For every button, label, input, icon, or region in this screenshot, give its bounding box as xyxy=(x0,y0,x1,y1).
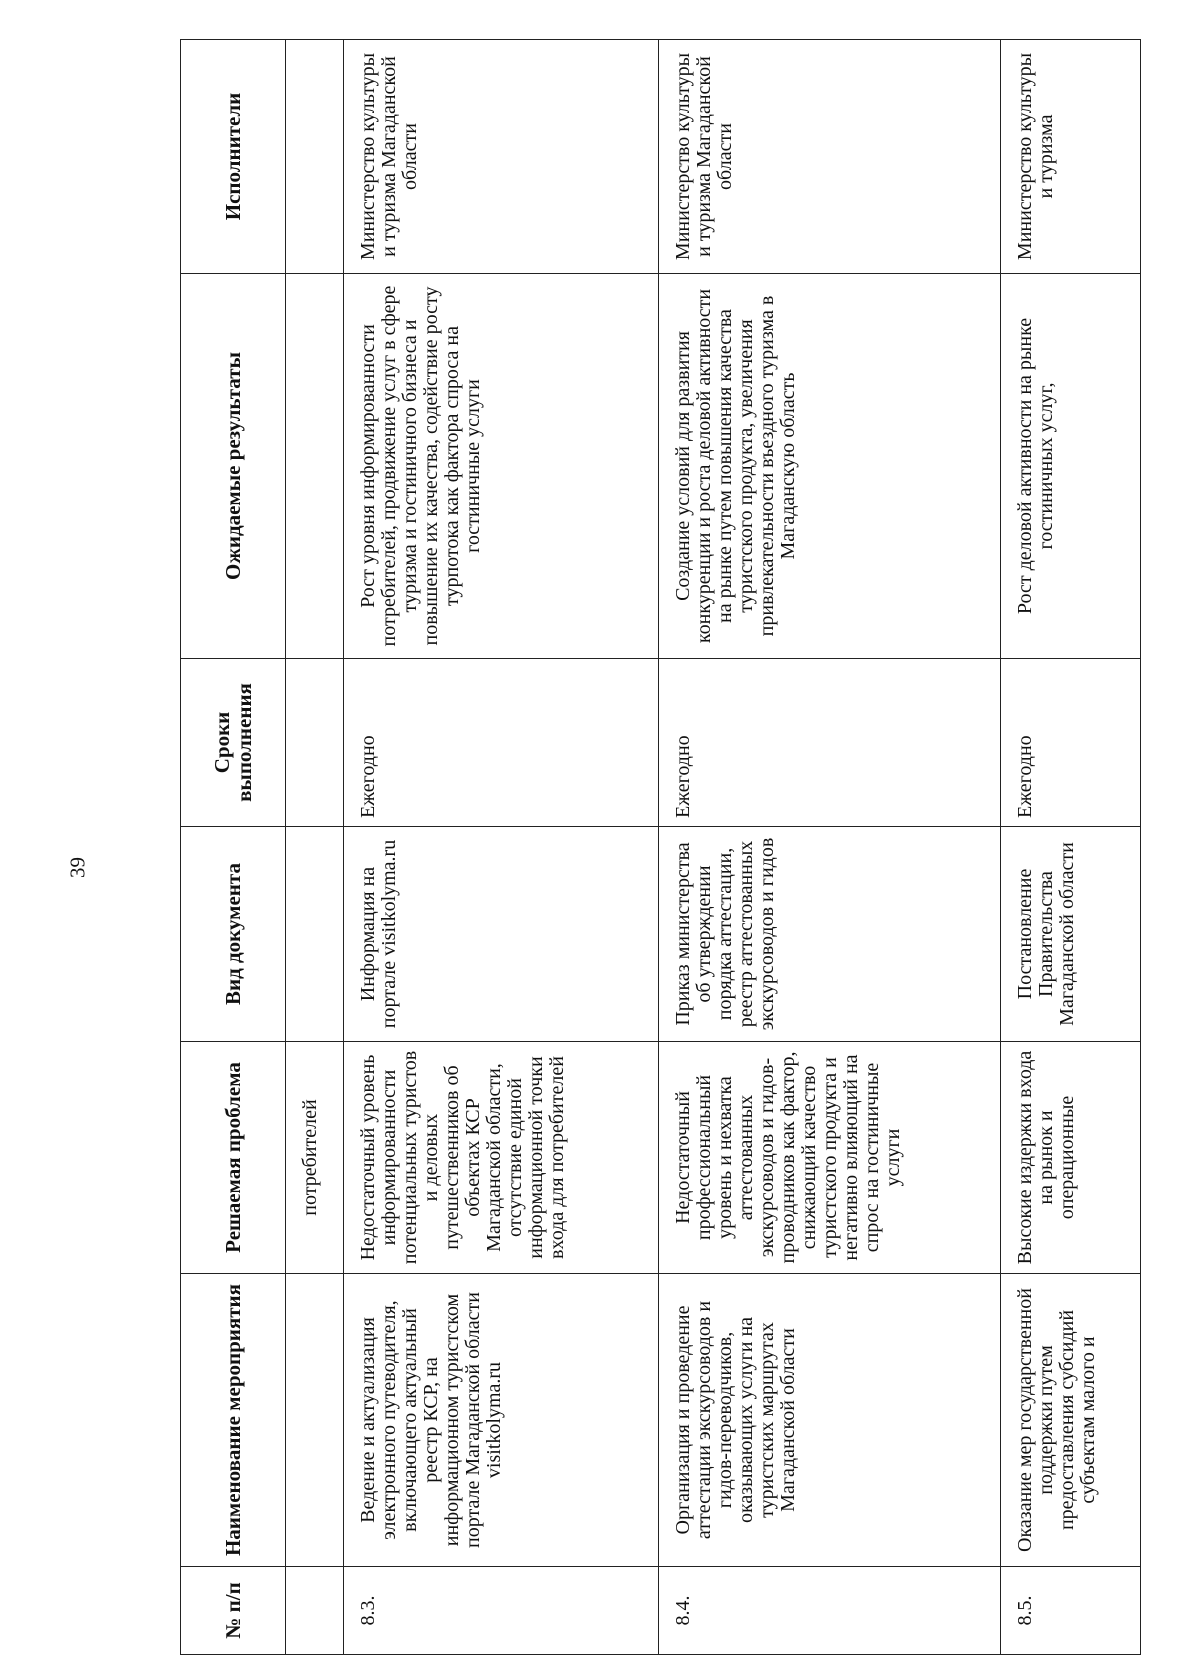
row-terms: Ежегодно xyxy=(344,659,659,827)
table-row xyxy=(1001,40,1141,1655)
row-num: 8.5. xyxy=(1001,1567,1141,1655)
row-executors: Министерство культуры и туризма xyxy=(1001,40,1141,274)
row-doc: Приказ министерства об утверждении порядка аттестации, реестр аттестованных экскурсоводов и гидов xyxy=(659,827,1001,1042)
row-executors: Министерство культуры и туризма Магаданской области xyxy=(659,40,1001,274)
carry-executors xyxy=(286,40,344,274)
carry-num xyxy=(286,1567,344,1655)
carry-doc xyxy=(286,827,344,1042)
measures-table xyxy=(180,39,1141,1655)
table-row xyxy=(659,40,1001,1655)
row-problem: Недостаточный уровень информированности потенциальных туристов и деловых путешественников об объектах КСР Магаданской области, отсутствие единой информационной точки входа для потребителей xyxy=(344,1042,659,1274)
row-executors: Министерство культуры и туризма Магаданской области xyxy=(344,40,659,274)
carry-results xyxy=(286,274,344,659)
row-name: Оказание мер государственной поддержки путем предоставления субсидий субъектам малого и xyxy=(1001,1274,1141,1567)
row-num: 8.3. xyxy=(344,1567,659,1655)
page-number: 39 xyxy=(65,857,90,878)
row-problem: Высокие издержки входа на рынок и операционные xyxy=(1001,1042,1141,1274)
table-header-row xyxy=(181,40,286,1655)
row-terms: Ежегодно xyxy=(659,659,1001,827)
row-name: Ведение и актуализация электронного путеводителя, включающего актуальный реестр КСР, на информационном туристском портале Магаданской области visitkolyma.ru xyxy=(344,1274,659,1567)
header-doc: Вид документа xyxy=(181,827,286,1042)
row-terms: Ежегодно xyxy=(1001,659,1141,827)
header-name: Наименование мероприятия xyxy=(181,1274,286,1567)
header-num: № п/п xyxy=(181,1567,286,1655)
row-num: 8.4. xyxy=(659,1567,1001,1655)
row-results: Создание условий для развития конкуренции и роста деловой активности на рынке путем повышения качества туристского продукта, увеличения привлекательности въездного туризма в Магаданскую область xyxy=(659,274,1001,659)
header-executors: Исполнители xyxy=(181,40,286,274)
carry-name xyxy=(286,1274,344,1567)
row-doc: Информация на портале visitkolyma.ru xyxy=(344,827,659,1042)
table-row xyxy=(344,40,659,1655)
rotated-table-wrapper xyxy=(180,40,1140,1655)
header-terms: Сроки выполнения xyxy=(181,659,286,827)
row-name: Организация и проведение аттестации экскурсоводов и гидов-переводчиков, оказывающих услуги на туристских маршрутах Магаданской области xyxy=(659,1274,1001,1567)
header-problem: Решаемая проблема xyxy=(181,1042,286,1274)
row-results: Рост уровня информированности потребителей, продвижение услуг в сфере туризма и гостиничного бизнеса и повышение их качества, содействие росту турпотока как фактора спроса на гостиничные услуги xyxy=(344,274,659,659)
row-doc: Постановление Правительства Магаданской области xyxy=(1001,827,1141,1042)
row-problem: Недостаточный профессиональный уровень и нехватка аттестованных экскурсоводов и гидов-проводников как фактор, снижающий качество туристского продукта и негативно влияющий на спрос на гостиничные услуги xyxy=(659,1042,1001,1274)
carry-problem: потребителей xyxy=(286,1042,344,1274)
table-row-carryover xyxy=(286,40,344,1655)
header-results: Ожидаемые результаты xyxy=(181,274,286,659)
carry-terms xyxy=(286,659,344,827)
row-results: Рост деловой активности на рынке гостиничных услуг, xyxy=(1001,274,1141,659)
